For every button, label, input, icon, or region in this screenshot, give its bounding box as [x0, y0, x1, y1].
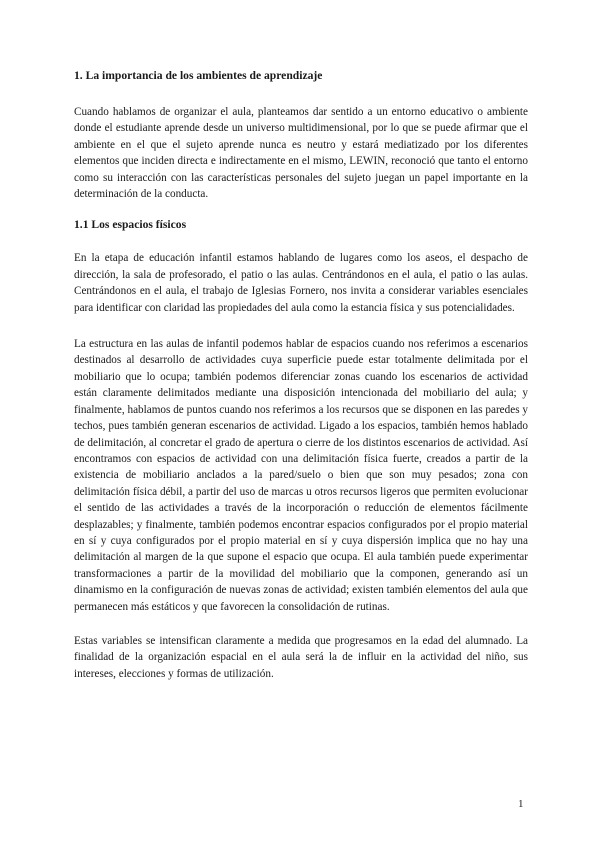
body-paragraph-2: En la etapa de educación infantil estamos hablando de lugares como los aseos, el despacho de dirección, la sala de profesorado, el patio o las aulas. Centrándonos en el aula, el patio o las aulas. Centrándonos en el aula, el trabajo de Iglesias Fornero, nos invita a considerar variables esenciales para identificar con claridad las propiedades del aula como la estancia física y sus potencialidades.	[74, 252, 528, 314]
page-number: 1	[518, 798, 524, 810]
body-paragraph-4: Estas variables se intensifican claramente a medida que progresamos en la edad del alumnado. La finalidad de la organización espacial en el aula será la de influir en la actividad del niño, sus intereses, elecciones y formas de utilización.	[74, 634, 528, 680]
document-page	[74, 68, 528, 682]
section-heading: 1. La importancia de los ambientes de aprendizaje	[74, 69, 323, 82]
body-paragraph-3: La estructura en las aulas de infantil podemos hablar de espacios cuando nos referimos a escenarios destinados al desarrollo de actividades cuya superficie puede estar totalmente delimitada por el mobiliario que lo ocupa; también podemos diferenciar zonas cuando los escenarios de actividad están claramente delimitados mediante una disposición intencionada del mobiliario del aula; y finalmente, hablamos de puntos cuando nos referimos a los recursos que se disponen en las paredes y techos, pues también generan escenarios de actividad. Ligado a los espacios, también hemos hablado de delimitación, al concretar el grado de apertura o cierre de los distintos escenarios de actividad. Así encontramos con espacios de actividad con una delimitación física fuerte, creados a partir de la existencia de mobiliario anclados a la pared/suelo o bien que son muy pesados; zona con delimitación física débil, a partir del uso de marcas u otros recursos ligeros que permiten evolucionar el sentido de las actividades a través de la incorporación o reducción de elementos fácilmente desplazables; y finalmente, también podemos encontrar espacios configurados por el propio material en sí y cuya configurados por el propio material en sí y cuya dispersión implica que no hay una delimitación al margen de la que supone el espacio que ocupa. El aula también puede experimentar transformaciones a partir de la movilidad del mobiliario que la componen, generando así un dinamismo en la configuración de nuevas zonas de actividad; existen también elementos del aula que permanecen más estáticos y que favorecen la consolidación de rutinas.	[74, 338, 528, 613]
subsection-heading: 1.1 Los espacios físicos	[74, 218, 187, 232]
intro-paragraph: Cuando hablamos de organizar el aula, planteamos dar sentido a un entorno educativo o ambiente donde el estudiante aprende desde un universo multidimensional, por lo que se puede afirmar que el ambiente en el que el sujeto aprende nunca es neutro y estará mediatizado por los diferentes elementos que inciden directa e indirectamente en el mismo, LEWIN, reconoció que tanto el entorno como su interacción con las características personales del sujeto juegan un papel importante en la determinación de la conducta.	[74, 106, 528, 201]
